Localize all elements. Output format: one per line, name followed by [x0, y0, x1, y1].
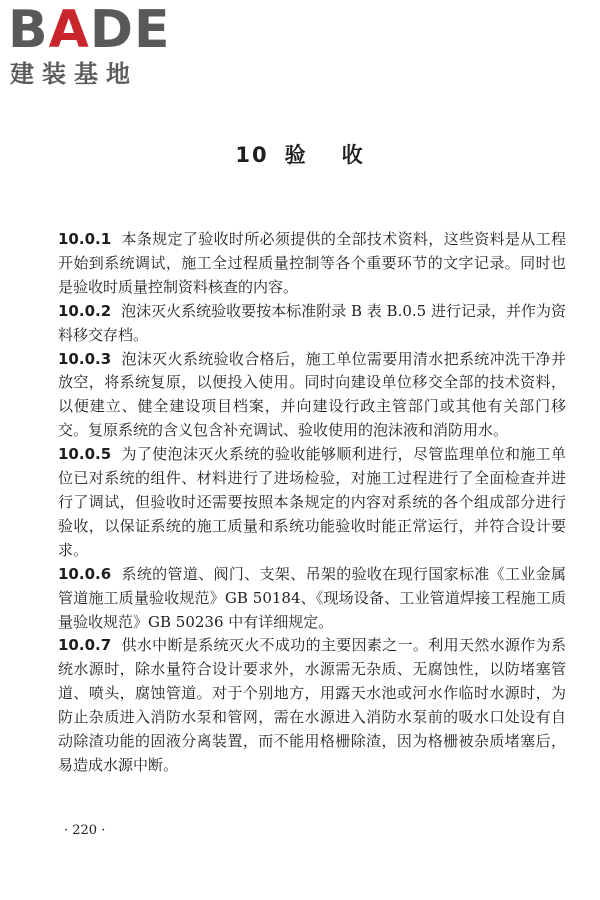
- clause-number: 10.0.5: [58, 445, 112, 464]
- clause-text: 为了使泡沫灭火系统的验收能够顺利进行，尽管监理单位和施工单位已对系统的组件、材料进行了进场检验，对施工过程进行了全面检查并进行了调试，但验收时还需要按照本条规定的内容对系统的各个组成部分进行验收，以保证系统的施工质量和系统功能验收时能正常运行，并符合设计要求。: [58, 445, 566, 559]
- clause-number: 10.0.1: [58, 230, 112, 248]
- bade-logo: [8, 0, 178, 88]
- clause-number: 10.0.3: [58, 349, 112, 368]
- logo-subtitle: 建装基地: [10, 60, 138, 88]
- clause-text: 泡沫灭火系统验收要按本标准附录 B 表 B.0.5 进行记录，并作为资料移交存档。: [58, 301, 566, 344]
- clause-number: 10.0.6: [58, 564, 112, 583]
- clause-10-0-2: [58, 300, 566, 348]
- logo-letters-de: DE: [89, 0, 171, 60]
- clause-text: 供水中断是系统灭火不成功的主要因素之一。利用天然水源作为系统水源时，除水量符合设计要求外，水源需无杂质、无腐蚀性，以防堵塞管道、喷头，腐蚀管道。对于个别地方，用露天水池或河水作临时水源时，为防止杂质进入消防水泵和管网，需在水源进入消防水泵前的吸水口处设有自动除渣功能的固液分离装置，而不能用格栅除渣，因为格栅被杂质堵塞后，易造成水源中断。: [58, 636, 566, 774]
- clause-number: 10.0.2: [58, 301, 112, 320]
- logo-wordmark: [8, 0, 171, 60]
- clause-text: 泡沫灭火系统验收合格后，施工单位需要用清水把系统冲洗干净并放空，将系统复原，以便投入使用。同时向建设单位移交全部的技术资料，以便建立、健全建设项目档案，并向建设行政主管部门或其他有关部门移交。复原系统的含义包含补充调试、验收使用的泡沫液和消防用水。: [58, 349, 566, 440]
- clause-list: [58, 228, 566, 778]
- chapter-title: [0, 140, 600, 170]
- chapter-title-word-2: 收: [341, 143, 365, 167]
- page-number: · 220 ·: [64, 823, 106, 838]
- clause-number: 10.0.7: [58, 636, 112, 655]
- clause-10-0-3: [58, 348, 566, 444]
- logo-letter-b: B: [8, 0, 49, 60]
- clause-10-0-5: [58, 443, 566, 563]
- chapter-title-word-1: 验: [284, 143, 308, 167]
- logo-letter-a: A: [48, 0, 90, 60]
- clause-10-0-6: [58, 563, 566, 635]
- clause-text: 本条规定了验收时所必须提供的全部技术资料，这些资料是从工程开始到系统调试，施工全过程质量控制等各个重要环节的文字记录。同时也是验收时质量控制资料核查的内容。: [58, 230, 566, 296]
- clause-10-0-1: [58, 228, 566, 300]
- clause-10-0-7: [58, 634, 566, 777]
- clause-text: 系统的管道、阀门、支架、吊架的验收在现行国家标准《工业金属管道施工质量验收规范》GB 50184、《现场设备、工业管道焊接工程施工质量验收规范》GB 50236 中有详细规定。: [58, 564, 566, 631]
- chapter-number: 10: [235, 143, 269, 167]
